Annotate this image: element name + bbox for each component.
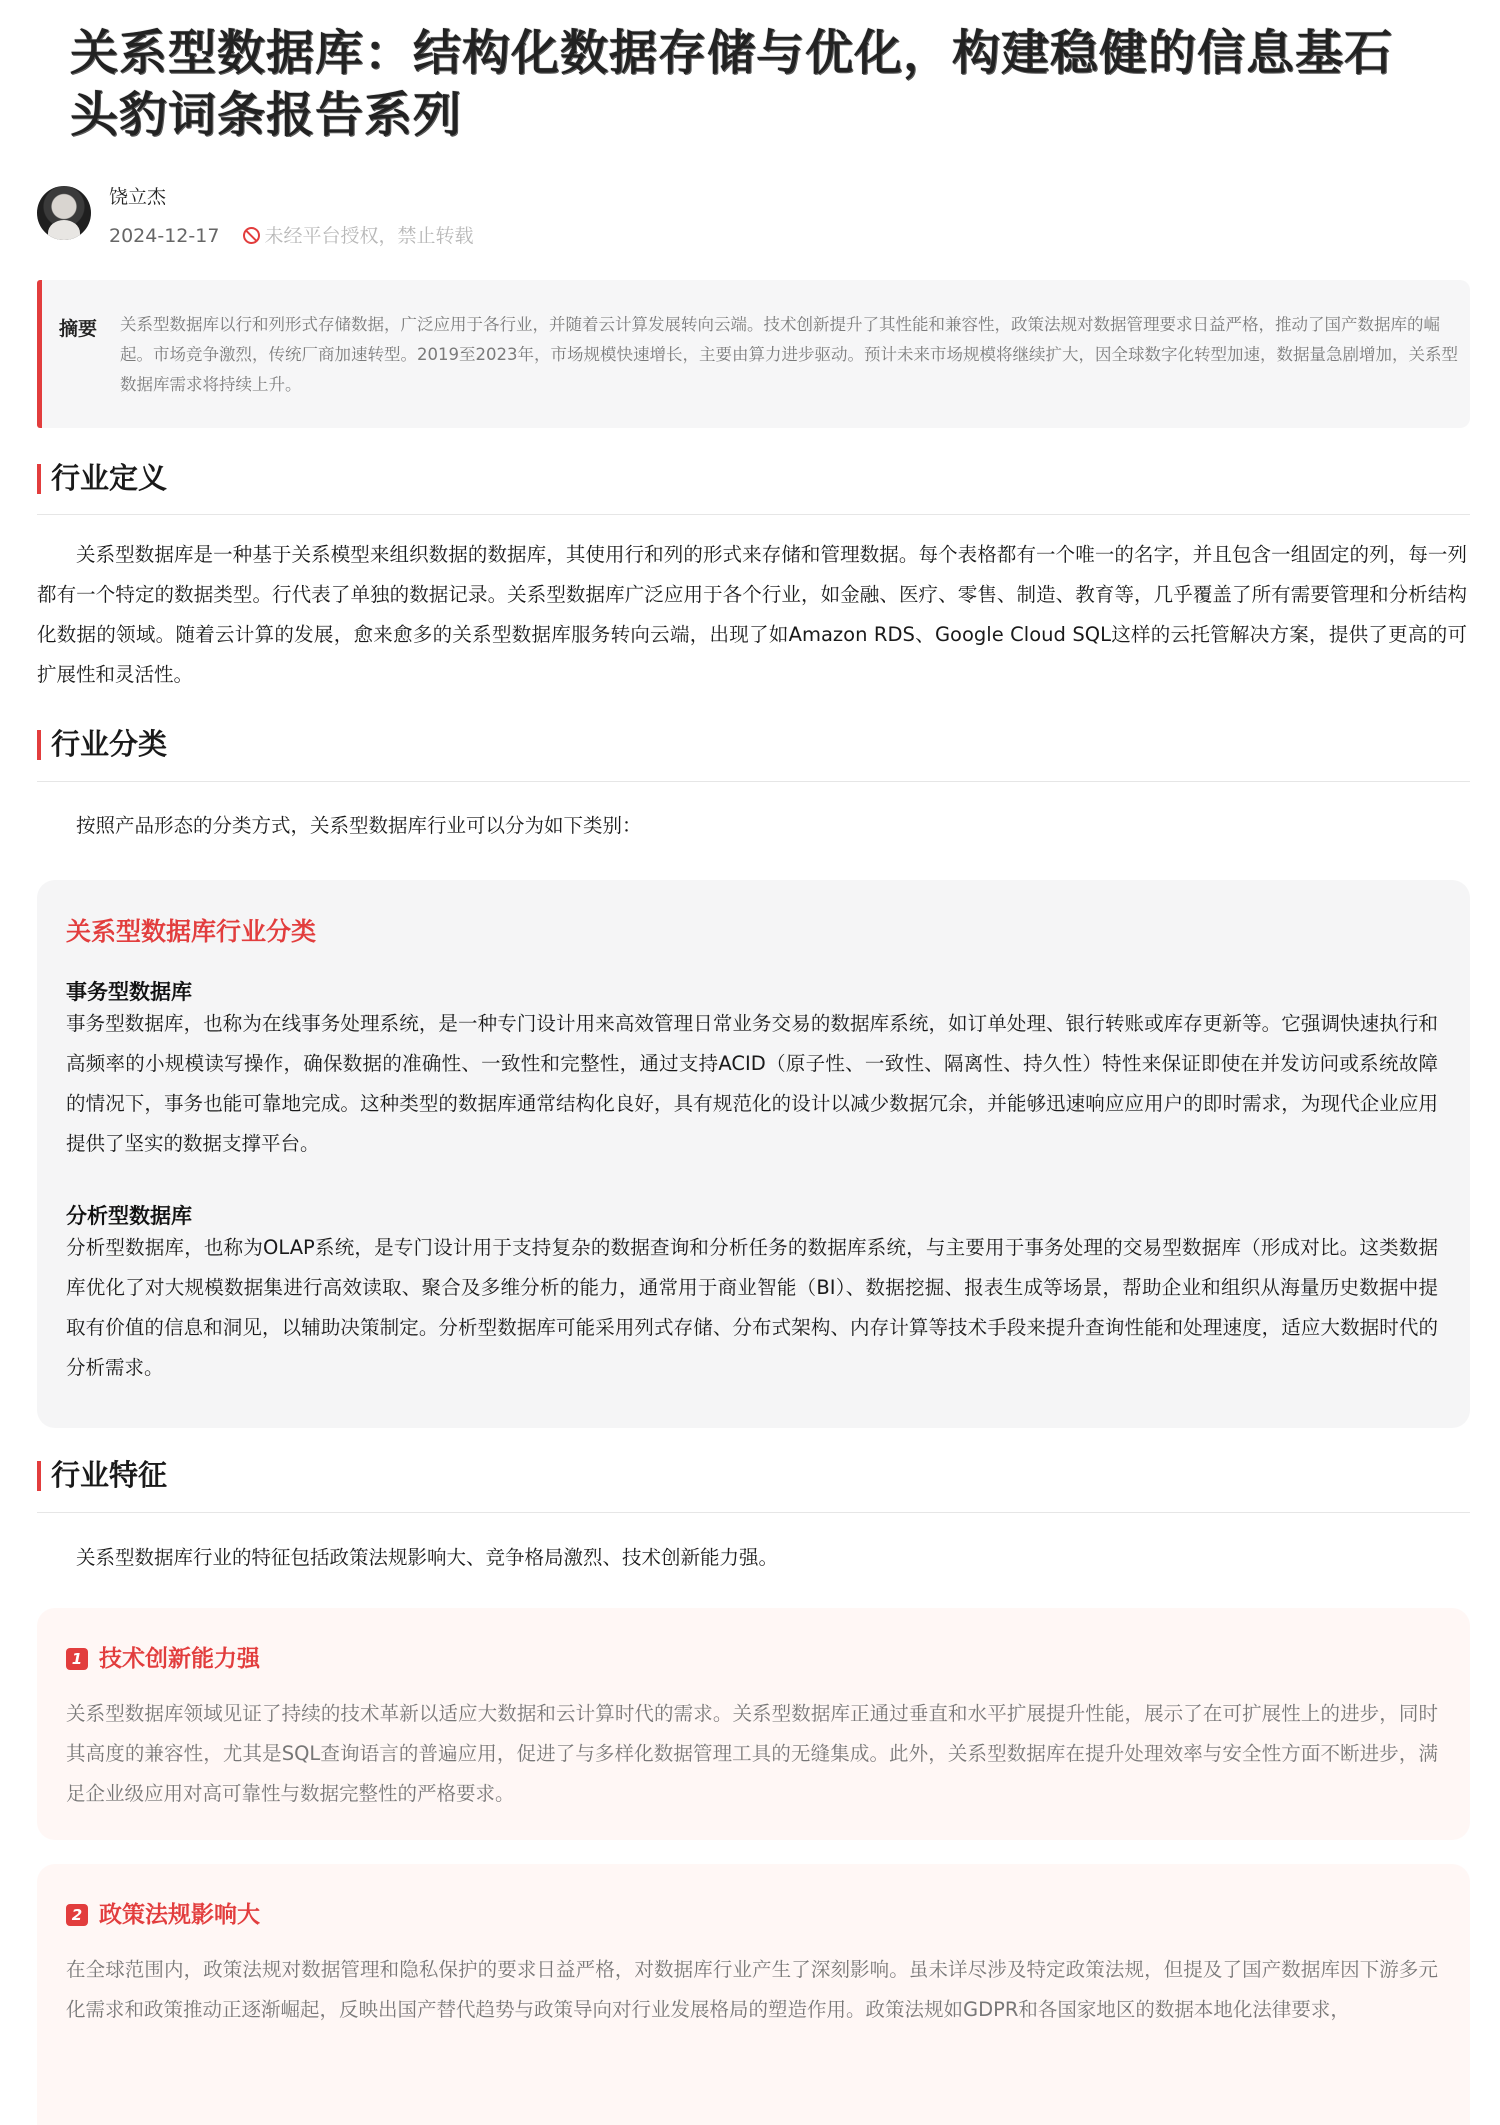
- author-avatar[interactable]: [37, 186, 91, 240]
- heading-accent-bar: [37, 1461, 41, 1491]
- copyright-notice: [243, 225, 473, 247]
- heading-accent-bar: [37, 464, 41, 494]
- feature-description: 在全球范围内，政策法规对数据管理和隐私保护的要求日益严格，对数据库行业产生了深刻影响。虽未详尽涉及特定政策法规，但提及了国产数据库因下游多元化需求和政策推动正逐渐崛起，反映出国产替代趋势与政策导向对行业发展格局的塑造作用。政策法规如GDPR和各国家地区的数据本地化法律要求，: [66, 1958, 1438, 2021]
- category-name: 事务型数据库: [66, 980, 192, 1004]
- classification-box-title: 关系型数据库行业分类: [66, 917, 317, 946]
- article-meta: [109, 221, 473, 248]
- section-heading-features: [37, 1457, 1470, 1493]
- feature-title: 技术创新能力强: [99, 1646, 260, 1672]
- category-name: 分析型数据库: [66, 1204, 192, 1228]
- abstract-box: [37, 280, 1470, 428]
- features-intro: 关系型数据库行业的特征包括政策法规影响大、竞争格局激烈、技术创新能力强。: [76, 1546, 779, 1569]
- feature-description: 关系型数据库领域见证了持续的技术革新以适应大数据和云计算时代的需求。关系型数据库正通过垂直和水平扩展提升性能，展示了在可扩展性上的进步，同时其高度的兼容性，尤其是SQL查询语言的普遍应用，促进了与多样化数据管理工具的无缝集成。此外，关系型数据库在提升处理效率与安全性方面不断进步，满足企业级应用对高可靠性与数据完整性的严格要求。: [66, 1702, 1438, 1805]
- category-description: 事务型数据库，也称为在线事务处理系统，是一种专门设计用来高效管理日常业务交易的数据库系统，如订单处理、银行转账或库存更新等。它强调快速执行和高频率的小规模读写操作，确保数据的准确性、一致性和完整性，通过支持ACID（原子性、一致性、隔离性、持久性）特性来保证即使在并发访问或系统故障的情况下，事务也能可靠地完成。这种类型的数据库通常结构化良好，具有规范化的设计以减少数据冗余，并能够迅速响应应用户的即时需求，为现代企业应用提供了坚实的数据支撑平台。: [66, 1012, 1438, 1155]
- feature-card: [37, 1608, 1470, 1840]
- classification-box: [37, 880, 1470, 1428]
- classification-intro: 按照产品形态的分类方式，关系型数据库行业可以分为如下类别：: [76, 814, 642, 837]
- prohibited-icon: [243, 227, 260, 244]
- article-title: 关系型数据库：结构化数据存储与优化，构建稳健的信息基石 头豹词条报告系列: [70, 25, 1394, 143]
- heading-text: 行业定义: [51, 461, 168, 495]
- abstract-text: 关系型数据库以行和列形式存储数据，广泛应用于各行业，并随着云计算发展转向云端。技术创新提升了其性能和兼容性，政策法规对数据管理要求日益严格，推动了国产数据库的崛起。市场竞争激烈，传统厂商加速转型。2019至2023年，市场规模快速增长，主要由算力进步驱动。预计未来市场规模将继续扩大，因全球数字化转型加速，数据量急剧增加，关系型数据库需求将持续上升。: [120, 315, 1458, 394]
- section-heading-definition: [37, 460, 1470, 496]
- definition-paragraph: 关系型数据库是一种基于关系模型来组织数据的数据库，其使用行和列的形式来存储和管理数据。每个表格都有一个唯一的名字，并且包含一组固定的列，每一列都有一个特定的数据类型。行代表了单独的数据记录。关系型数据库广泛应用于各个行业，如金融、医疗、零售、制造、教育等，几乎覆盖了所有需要管理和分析结构化数据的领域。随着云计算的发展，愈来愈多的关系型数据库服务转向云端，出现了如Amazon RDS、Google Cloud SQL这样的云托管解决方案，提供了更高的可扩展性和灵活性。: [37, 543, 1467, 686]
- section-divider: [37, 1512, 1470, 1513]
- author-name[interactable]: 饶立杰: [109, 186, 167, 208]
- abstract-label: 摘要: [59, 318, 98, 340]
- feature-number-badge: 2: [66, 1904, 88, 1926]
- copyright-text: 未经平台授权，禁止转载: [264, 225, 474, 247]
- feature-card: [37, 1864, 1470, 2125]
- section-divider: [37, 514, 1470, 515]
- category-description: 分析型数据库，也称为OLAP系统，是专门设计用于支持复杂的数据查询和分析任务的数据库系统，与主要用于事务处理的交易型数据库（形成对比。这类数据库优化了对大规模数据集进行高效读取、聚合及多维分析的能力，通常用于商业智能（BI）、数据挖掘、报表生成等场景，帮助企业和组织从海量历史数据中提取有价值的信息和洞见，以辅助决策制定。分析型数据库可能采用列式存储、分布式架构、内存计算等技术手段来提升查询性能和处理速度，适应大数据时代的分析需求。: [66, 1236, 1438, 1379]
- feature-number-badge: 1: [66, 1648, 88, 1670]
- heading-text: 行业分类: [51, 727, 168, 761]
- publish-date: 2024-12-17: [109, 225, 220, 247]
- heading-text: 行业特征: [51, 1458, 168, 1492]
- heading-accent-bar: [37, 730, 41, 760]
- feature-title: 政策法规影响大: [99, 1902, 260, 1928]
- author-row: [37, 180, 937, 250]
- section-divider: [37, 781, 1470, 782]
- section-heading-classification: [37, 726, 1470, 762]
